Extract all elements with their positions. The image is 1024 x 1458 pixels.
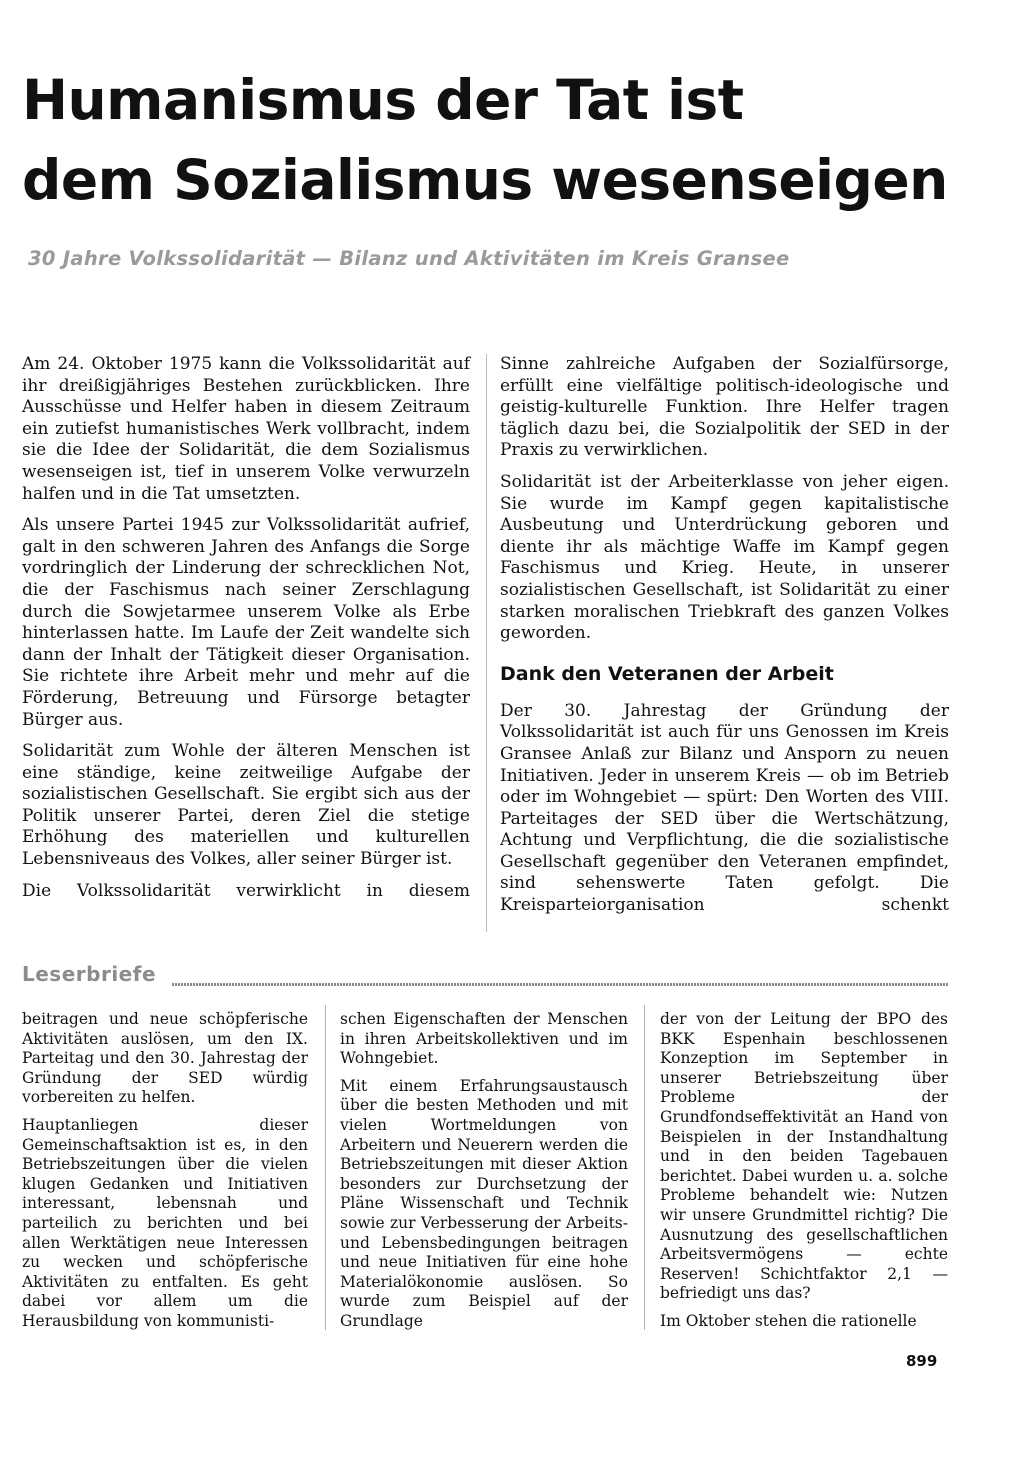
article-right-column [500,354,949,927]
paragraph: Sinne zahlreiche Aufgaben der Sozialfürsorge, erfüllt eine vielfältige politisch-ideologische und geistig-kulturelle Funktion. Ihre Helfer tragen täglich dazu bei, die Sozialpolitik der SED in der Praxis zu verwirklichen. [500,354,949,461]
paragraph: Der 30. Jahrestag der Gründung der Volkssolidarität ist auch für uns Genossen im Kreis Gransee Anlaß zur Bilanz und Ansporn zu neuen Initiativen. Jeder in unserem Kreis — ob im Betrieb oder im Wohngebiet — spürt: Den Worten des VIII. Parteitages der SED über die Wertschätzung, Achtung und Verpflichtung, die die sozialistische Gesellschaft gegenüber den Veteranen empfindet, sind sehenswerte Taten gefolgt. Die Kreisparteiorganisation schenkt [500,700,949,916]
paragraph: Die Volkssolidarität verwirklicht in diesem [22,880,470,901]
letters-section-header [22,962,948,990]
paragraph: Als unsere Partei 1945 zur Volkssolidarität aufrief, galt in den schweren Jahren des Anfangs die Sorge vordringlich der Linderung der schrecklichen Not, die der Faschismus nach seiner Zerschlagung durch die Sowjetarmee unserem Volke als Erbe hinterlassen hatte. Im Laufe der Zeit wandelte sich dann der Inhalt der Tätigkeit dieser Organisation. Sie richtete ihre Arbeit mehr und mehr auf die Förderung, Betreuung und Fürsorge betagter Bürger aus. [22,515,470,730]
paragraph: Hauptanliegen dieser Gemeinschaftsaktion ist es, in den Betriebszeitungen über die vielen klugen Gedanken und Initiativen interessant, lebensnah und parteilich zu berichten und bei allen Werktätigen neue Interessen zu wecken und schöpferische Aktivitäten zu entfalten. Es geht dabei vor allem um die Herausbildung von kommunisti- [22,1115,308,1330]
paragraph: Mit einem Erfahrungsaustausch über die besten Methoden und mit vielen Wortmeldungen von Arbeitern und Neuerern werden die Betriebszeitungen mit dieser Aktion besonders zur Durchsetzung der Pläne Wissenschaft und Technik sowie zur Verbesserung der Arbeits- und Lebensbedingungen beitragen und neue Initiativen für eine hohe Materialökonomie auslösen. So wurde zum Beispiel auf der Grundlage [340,1076,628,1330]
section-heading: Dank den Veteranen der Arbeit [500,662,834,685]
letters-column-1 [22,1010,308,1340]
paragraph: beitragen und neue schöpferische Aktivitäten auslösen, um den IX. Parteitag und den 30. Jahrestag der Gründung der SED würdig vorbereiten zu helfen. [22,1010,308,1107]
letters-column-divider [644,1005,645,1330]
paragraph: schen Eigenschaften der Menschen in ihren Arbeitskollektiven und im Wohngebiet. [340,1010,628,1068]
headline-line-2: dem Sozialismus wesenseigen [22,148,948,212]
paragraph: Solidarität ist der Arbeiterklasse von jeher eigen. Sie wurde im Kampf gegen kapitalistische Ausbeutung und Unterdrückung geboren und diente ihr als mächtige Waffe im Kampf gegen Faschismus und Krieg. Heute, in unserer sozialistischen Gesellschaft, ist Solidarität zu einer starken moralischen Triebkraft des ganzen Volkes geworden. [500,471,949,644]
paragraph: Im Oktober stehen die rationelle [660,1311,917,1330]
letters-section-title: Leserbriefe [22,962,157,986]
letters-column-3 [660,1010,948,1340]
letters-header-rule [172,983,948,986]
letters-column-2 [340,1010,628,1340]
headline-line-1: Humanismus der Tat ist [22,68,744,132]
column-divider [486,354,487,932]
article-left-column [22,354,470,912]
letters-column-divider [325,1005,326,1330]
paragraph: Solidarität zum Wohle der älteren Menschen ist eine ständige, keine zeitweilige Aufgabe der sozialistischen Gesellschaft. Sie ergibt sich aus der Politik unserer Partei, deren Ziel die stetige Erhöhung des materiellen und kulturellen Lebensniveaus des Volkes, aller seiner Bürger ist. [22,741,470,870]
page-number: 899 [906,1352,938,1370]
paragraph: der von der Leitung der BPO des BKK Espenhain beschlossenen Konzeption im September in unserer Betriebszeitung über Probleme der Grundfondseffektivität an Hand von Beispielen in der Instandhaltung und in den beiden Tagebauen berichtet. Dabei wurden u. a. solche Probleme behandelt wie: Nutzen wir unsere Grundmittel richtig? Die Ausnutzung des gesellschaftlichen Arbeitsvermögens — echte Reserven! Schichtfaktor 2,1 — befriedigt uns das? [660,1010,948,1303]
article-headline [22,60,982,220]
paragraph: Am 24. Oktober 1975 kann die Volkssolidarität auf ihr dreißigjähriges Bestehen zurückblicken. Ihre Ausschüsse und Helfer haben in diesem Zeitraum ein zutiefst humanistisches Werk vollbracht, indem sie die Idee der Solidarität, die dem Sozialismus wesenseigen ist, tief in unserem Volke verwurzeln halfen und in die Tat umsetzten. [22,354,470,504]
article-subtitle: 30 Jahre Volkssolidarität — Bilanz und Aktivitäten im Kreis Gransee [28,247,790,270]
